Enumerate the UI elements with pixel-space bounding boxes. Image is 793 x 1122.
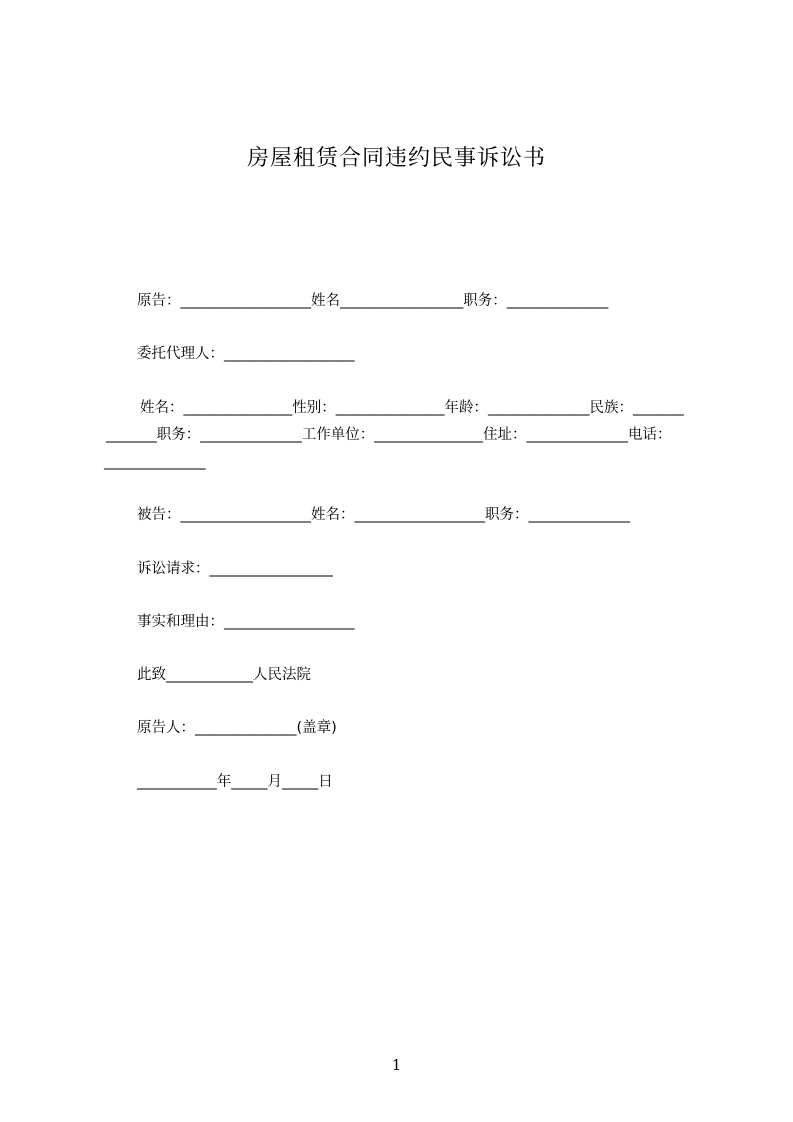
court-line: 此致____________人民法院 [137, 667, 311, 683]
defendant-line: 被告：__________________姓名：__________________职务：______________ [137, 507, 630, 523]
document-title: 房屋租赁合同违约民事诉讼书 [246, 146, 546, 171]
agent-details-line-2: _______职务：______________工作单位：_______________住址：______________电话： [106, 427, 672, 443]
agent-details-line-3: ______________ [104, 454, 206, 470]
agent-line: 委托代理人：__________________ [137, 346, 355, 362]
page-number: 1 [391, 1056, 402, 1074]
signature-line: 原告人：______________(盖章) [137, 720, 337, 736]
agent-details-line-1: 姓名：_______________性别：_______________年龄：______________民族：_______ [140, 400, 684, 416]
plaintiff-line: 原告：__________________姓名_________________职务：______________ [137, 293, 609, 309]
date-line: ___________年_____月_____日 [137, 774, 333, 790]
facts-line: 事实和理由：__________________ [137, 614, 355, 630]
claims-line: 诉讼请求：_________________ [137, 561, 333, 577]
